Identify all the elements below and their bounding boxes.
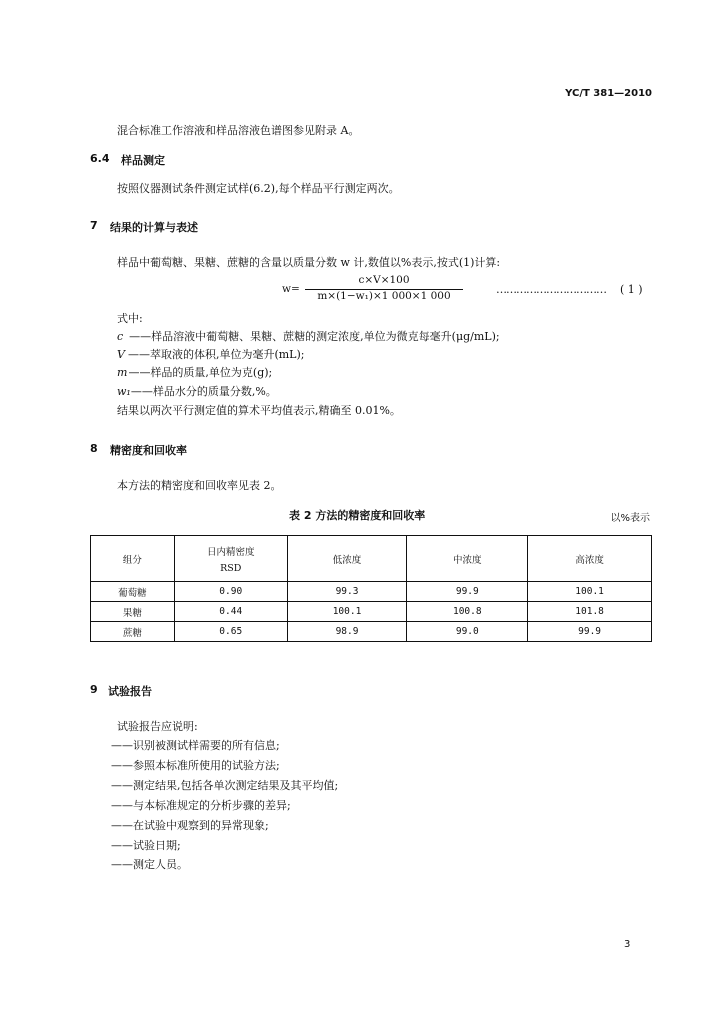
variable-item (117, 383, 277, 399)
header-mid-concentration: 中浓度 (407, 536, 528, 582)
cell-low: 98.9 (287, 622, 407, 642)
page-number: 3 (624, 939, 631, 950)
variable-description: ——样品溶液中葡萄糖、果糖、蔗糖的测定浓度,单位为微克每毫升(μg/mL); (129, 330, 500, 343)
section-6-4-title: 样品测定 (121, 154, 165, 167)
list-item: ——测定结果,包括各单次测定结果及其平均值; (111, 779, 339, 792)
cell-rsd: 0.65 (174, 622, 287, 642)
variable-description: ——样品的质量,单位为克(g); (128, 366, 273, 379)
variable-item (117, 346, 304, 362)
list-item: ——试验日期; (111, 839, 181, 852)
section-9-title: 试验报告 (108, 685, 152, 698)
cell-low: 99.3 (287, 582, 407, 602)
cell-mid: 99.0 (407, 622, 528, 642)
section-9-number: 9 (90, 683, 98, 696)
variable-symbol: c (117, 330, 124, 343)
variable-item (117, 328, 500, 344)
header-high-concentration: 高浓度 (528, 536, 652, 582)
table-row (91, 602, 652, 622)
table-header-row (91, 536, 652, 582)
cell-high: 101.8 (528, 602, 652, 622)
section-6-4-number: 6.4 (90, 152, 110, 165)
cell-mid: 99.9 (407, 582, 528, 602)
result-note: 结果以两次平行测定值的算术平均值表示,精确至 0.01%。 (117, 404, 401, 417)
list-item: ——与本标准规定的分析步骤的差异; (111, 799, 291, 812)
list-item: ——测定人员。 (111, 858, 188, 871)
variable-description: ——样品水分的质量分数,%。 (130, 385, 277, 398)
formula-number: ( 1 ) (620, 283, 643, 296)
variable-description: ——萃取液的体积,单位为毫升(mL); (127, 348, 305, 361)
section-8-number: 8 (90, 442, 98, 455)
section-8-title: 精密度和回收率 (110, 444, 187, 457)
formula-lhs: w= (282, 283, 300, 295)
cell-rsd: 0.90 (174, 582, 287, 602)
variable-symbol: V (117, 348, 125, 361)
list-item: ——在试验中观察到的异常现象; (111, 819, 269, 832)
header-low-concentration: 低浓度 (287, 536, 407, 582)
cell-mid: 100.8 (407, 602, 528, 622)
formula-numerator: c×V×100 (358, 274, 410, 286)
list-item: ——参照本标准所使用的试验方法; (111, 759, 280, 772)
section-7-text: 样品中葡萄糖、果糖、蔗糖的含量以质量分数 w 计,数值以%表示,按式(1)计算: (117, 256, 501, 269)
table-row (91, 622, 652, 642)
variable-symbol: w₁ (117, 385, 131, 398)
cell-low: 100.1 (287, 602, 407, 622)
cell-high: 100.1 (528, 582, 652, 602)
section-8-text: 本方法的精密度和回收率见表 2。 (117, 479, 282, 492)
cell-high: 99.9 (528, 622, 652, 642)
section-6-4-text: 按照仪器测试条件测定试样(6.2),每个样品平行测定两次。 (117, 182, 400, 195)
section-9-intro: 试验报告应说明: (117, 720, 198, 733)
section-7-number: 7 (90, 219, 98, 232)
header-component: 组分 (91, 536, 175, 582)
header-intraday-line2: RSD (220, 562, 242, 574)
precision-recovery-table (90, 535, 652, 642)
where-label: 式中: (117, 312, 143, 325)
header-intraday-line1: 日内精密度 (206, 546, 255, 558)
cell-component: 蔗糖 (91, 622, 175, 642)
variable-symbol: m (117, 366, 128, 379)
cell-rsd: 0.44 (174, 602, 287, 622)
table-caption: 表 2 方法的精密度和回收率 (289, 509, 426, 522)
table-unit-note: 以%表示 (610, 513, 650, 524)
table-row (91, 582, 652, 602)
cell-component: 果糖 (91, 602, 175, 622)
list-item: ——识别被测试样需要的所有信息; (111, 739, 280, 752)
formula-denominator: m×(1−w₁)×1 000×1 000 (317, 290, 451, 302)
header-intraday-precision (174, 536, 287, 582)
intro-paragraph: 混合标准工作溶液和样品溶液色谱图参见附录 A。 (117, 124, 360, 137)
cell-component: 葡萄糖 (91, 582, 175, 602)
document-id: YC/T 381—2010 (565, 88, 652, 99)
section-7-title: 结果的计算与表述 (110, 221, 198, 234)
formula-leader-dots: …………………………… (496, 283, 606, 296)
variable-item (117, 364, 272, 380)
